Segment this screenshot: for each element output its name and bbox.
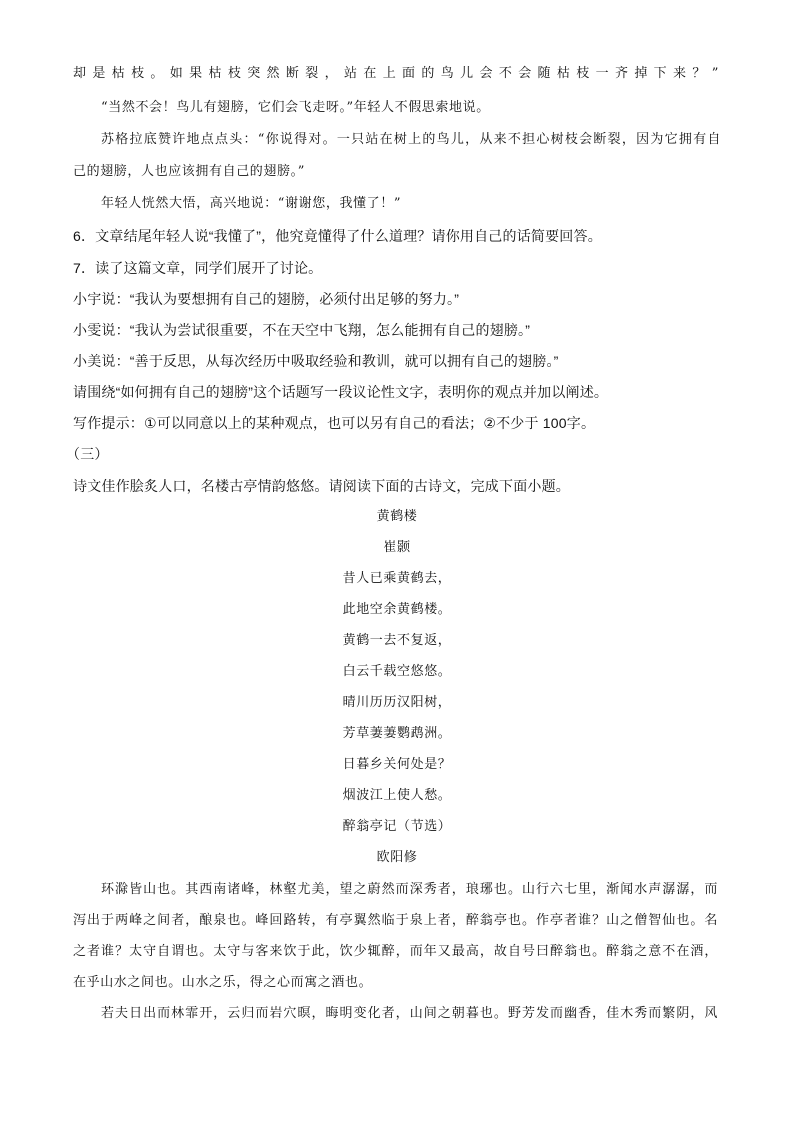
prose-paragraph-1-line-3: 之者谁？太守自谓也。太守与客来饮于此，饮少辄醉，而年又最高，故自号曰醉翁也。醉翁之意不在酒， xyxy=(73,944,718,959)
poem-line: 烟波江上使人愁。 xyxy=(342,788,452,803)
prose-paragraph-1-line-4: 在乎山水之间也。山水之乐，得之心而寓之酒也。 xyxy=(73,975,373,990)
story-paragraph-3-line-2: 己的翅膀，人也应该拥有自己的翅膀。” xyxy=(73,164,305,179)
poem-line: 昔人已乘黄鹤去， xyxy=(342,571,452,586)
section-intro: 诗文佳作脍炙人口，名楼古亭情韵悠悠。请阅读下面的古诗文，完成下面小题。 xyxy=(73,478,570,494)
writing-prompt: 请围绕“如何拥有自己的翅膀”这个话题写一段议论性文字，表明你的观点并加以阐述。 xyxy=(73,384,609,400)
poem-title: 黄鹤楼 xyxy=(376,509,418,524)
poem-line: 此地空余黄鹤楼。 xyxy=(342,602,452,617)
prose-paragraph-1-line-1: 环滁皆山也。其西南诸峰，林壑尤美，望之蔚然而深秀者，琅琊也。山行六七里，渐闻水声潺潺，而 xyxy=(101,882,718,897)
question-6: 6．文章结尾年轻人说“我懂了”，他究竟懂得了什么道理？请你用自己的话简要回答。 xyxy=(73,228,602,244)
writing-tips: 写作提示：①可以同意以上的某种观点，也可以另有自己的看法；②不少于 100字。 xyxy=(73,415,596,431)
story-paragraph-2: “当然不会！鸟儿有翅膀，它们会飞走呀。”年轻人不假思索地说。 xyxy=(101,100,490,115)
story-paragraph-1-tail: 却是枯枝。如果枯枝突然断裂，站在上面的鸟儿会不会随枯枝一齐掉下来？” xyxy=(73,66,719,81)
section-heading: （三） xyxy=(66,446,109,462)
poem-line: 白云千载空悠悠。 xyxy=(342,664,452,679)
prose-paragraph-1-line-2: 泻出于两峰之间者，酿泉也。峰回路转，有亭翼然临于泉上者，醉翁亭也。作亭者谁？山之僧智仙也。名 xyxy=(73,913,718,928)
question-7: 7．读了这篇文章，同学们展开了讨论。 xyxy=(73,260,323,276)
poem-line: 晴川历历汉阳树， xyxy=(342,695,452,710)
story-paragraph-4: 年轻人恍然大悟，高兴地说：“谢谢您，我懂了！” xyxy=(101,196,402,211)
poem-line: 黄鹤一去不复返， xyxy=(342,633,452,648)
poem-author: 崔颢 xyxy=(383,540,411,555)
opinion-xiaowen: 小雯说：“我认为尝试很重要，不在天空中飞翔，怎么能拥有自己的翅膀。” xyxy=(73,322,531,338)
story-paragraph-3-line-1: 苏格拉底赞许地点点头：“你说得对。一只站在树上的鸟儿，从来不担心树枝会断裂，因为它拥有自 xyxy=(101,132,721,147)
opinion-xiaoyu: 小宇说：“我认为要想拥有自己的翅膀，必须付出足够的努力。” xyxy=(73,291,460,307)
prose-author: 欧阳修 xyxy=(376,850,418,865)
poem-line: 日暮乡关何处是？ xyxy=(342,757,452,772)
prose-paragraph-2-line-1: 若夫日出而林霏开，云归而岩穴暝，晦明变化者，山间之朝暮也。野芳发而幽香，佳木秀而繁阴，风 xyxy=(101,1006,718,1021)
prose-title: 醉翁亭记（节选） xyxy=(342,819,452,834)
poem-line: 芳草萋萋鹦鹉洲。 xyxy=(342,726,452,741)
opinion-xiaomei: 小美说：“善于反思，从每次经历中吸取经验和教训，就可以拥有自己的翅膀。” xyxy=(73,353,559,369)
